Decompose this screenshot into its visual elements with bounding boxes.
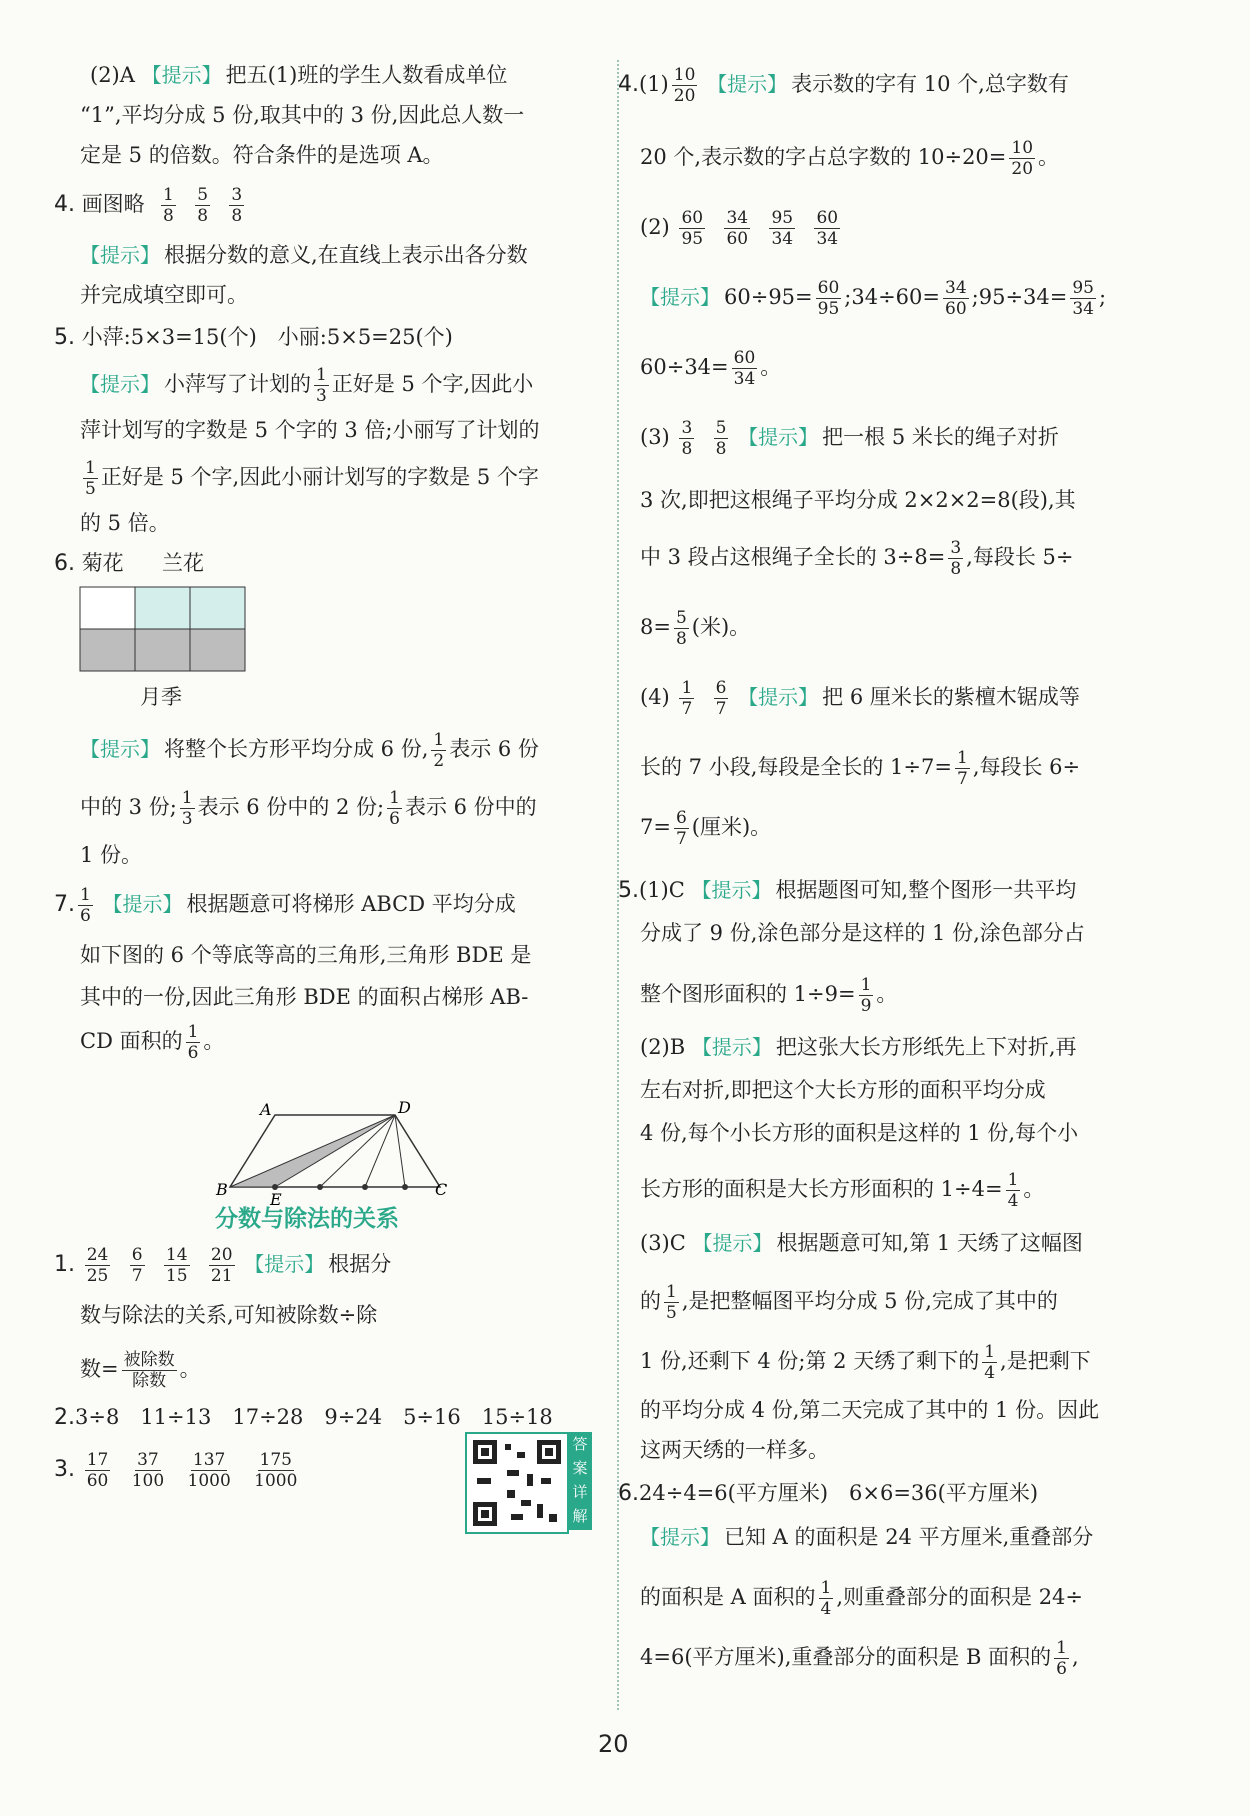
answer-6-hint: 【提示】 将整个长方形平均分成 6 份, $\frac{1}{2}$ 表示 6 份 xyxy=(80,730,539,771)
answer-r5-3-line3: 1 份,还剩下 4 份;第 2 天绣了剩下的 $\frac{1}{4}$ ,是把剩下 xyxy=(640,1342,1091,1383)
answer-5-line3: $\frac{1}{5}$ 正好是 5 个字,因此小丽计划写的字数是 5 个字 xyxy=(85,458,539,499)
answer-r5-3-line5: 这两天绣的一样多。 xyxy=(640,1438,829,1462)
answer-4-hint: 【提示】 根据分数的意义,在直线上表示出各分数 xyxy=(80,243,528,267)
answer-r5-2-line4: 长方形的面积是大长方形面积的 1÷4= $\frac{1}{4}$ 。 xyxy=(640,1170,1045,1211)
answer-r6: 6.24÷4=6(平方厘米) 6×6=36(平方厘米) xyxy=(618,1481,1039,1506)
qr-label[interactable]: 答案详解 xyxy=(568,1432,592,1530)
answer-r4-3: (3) $\frac{3}{8}$ $\frac{5}{8}$ 【提示】 把一根 5 米长的绳子对折 xyxy=(640,418,1059,459)
fraction-rectangle-diagram xyxy=(80,587,250,677)
answer-r4-2-hint-line2: 60÷34= $\frac{60}{34}$ 。 xyxy=(640,348,782,389)
answer-6-line2: 中的 3 份; $\frac{1}{3}$ 表示 6 份中的 2 份; $\frac{1}{6}$ 表示 6 份中的 xyxy=(80,788,537,829)
answer-r6-line3: 4=6(平方厘米),重叠部分的面积是 B 面积的 $\frac{1}{6}$ , xyxy=(640,1638,1079,1679)
answer-r5-1-line2: 分成了 9 份,涂色部分是这样的 1 份,涂色部分占 xyxy=(640,921,1085,945)
label-rose: 月季 xyxy=(140,685,182,709)
answer-3-2: (2)A 【提示】 把五(1)班的学生人数看成单位 xyxy=(90,63,508,87)
answer-7: 7. $\frac{1}{6}$ 【提示】 根据题意可将梯形 ABCD 平均分成 xyxy=(54,885,516,926)
answer-6: 6. 菊花 xyxy=(54,551,124,576)
answer-5: 5. 小萍:5×3=15(个) 小丽:5×5=25(个) xyxy=(54,325,453,350)
answer-r4-3-line4: 8= $\frac{5}{8}$ (米)。 xyxy=(640,608,751,649)
section-answer-2: 2.3÷8 11÷13 17÷28 9÷24 5÷16 15÷18 xyxy=(54,1405,553,1430)
answer-r5-1: 5.(1)C 【提示】 根据题图可知,整个图形一共平均 xyxy=(618,878,1077,903)
answer-5-line2: 萍计划写的字数是 5 个字的 3 倍;小丽写了计划的 xyxy=(80,418,540,442)
answer-r6-line2: 的面积是 A 面积的 $\frac{1}{4}$ ,则重叠部分的面积是 24÷ xyxy=(640,1578,1084,1619)
answer-3-2-line3: 定是 5 的倍数。符合条件的是选项 A。 xyxy=(80,143,444,167)
answer-r4-4-line2: 长的 7 小段,每段是全长的 1÷7= $\frac{1}{7}$ ,每段长 6÷ xyxy=(640,748,1081,789)
answer-7-line2: 如下图的 6 个等底等高的三角形,三角形 BDE 是 xyxy=(80,943,532,967)
point-C: C xyxy=(435,1180,448,1199)
answer-r5-2-line2: 左右对折,即把这个大长方形的面积平均分成 xyxy=(640,1078,1046,1102)
answer-7-line4: CD 面积的 $\frac{1}{6}$ 。 xyxy=(80,1022,225,1063)
answer-4: 4. 画图略 $\frac{1}{8}$ $\frac{5}{8}$ $\frac{3}{8}$ xyxy=(54,185,243,226)
section-answer-1-line2: 数与除法的关系,可知被除数÷除 xyxy=(80,1303,378,1327)
answer-4-hint-line2: 并完成填空即可。 xyxy=(80,283,248,307)
answer-6-line3: 1 份。 xyxy=(80,843,143,867)
answer-r5-3: (3)C 【提示】 根据题意可知,第 1 天绣了这幅图 xyxy=(640,1231,1083,1255)
page-number: 20 xyxy=(598,1730,629,1758)
answer-r6-hint: 【提示】 已知 A 的面积是 24 平方厘米,重叠部分 xyxy=(640,1525,1094,1549)
answer-r5-3-line4: 的平均分成 4 份,第二天完成了其中的 1 份。因此 xyxy=(640,1398,1100,1422)
answer-r4-1-line2: 20 个,表示数的字占总字数的 10÷20= $\frac{10}{20}$ 。 xyxy=(640,138,1060,179)
qr-code[interactable] xyxy=(465,1432,569,1534)
answer-r5-2: (2)B 【提示】 把这张大长方形纸先上下对折,再 xyxy=(640,1035,1077,1059)
label-orchid: 兰花 xyxy=(162,551,204,575)
qr-code-icon xyxy=(467,1434,567,1532)
answer-r5-2-line3: 4 份,每个小长方形的面积是这样的 1 份,每个小 xyxy=(640,1121,1079,1145)
answer-r5-3-line2: 的 $\frac{1}{5}$ ,是把整幅图平均分成 5 份,完成了其中的 xyxy=(640,1282,1058,1323)
point-D: D xyxy=(398,1098,411,1117)
answer-5-line4: 的 5 倍。 xyxy=(80,511,170,535)
section-answer-1-line3: 数= $\frac{\text{被除数}}{\text{除数}}$ 。 xyxy=(80,1350,201,1391)
section-answer-3: 3. $\frac{17}{60}$ $\frac{37}{100}$ $\frac{137}{1000}$ $\frac{175}{1000}$ xyxy=(54,1450,298,1491)
section-answer-1: 1. $\frac{24}{25}$ $\frac{6}{7}$ $\frac{14}{15}$ $\frac{20}{21}$ 【提示】 根据分 xyxy=(54,1245,392,1286)
point-A: A xyxy=(260,1100,272,1119)
trapezoid-diagram xyxy=(216,1098,450,1209)
point-E: E xyxy=(270,1190,282,1209)
section-title: 分数与除法的关系 xyxy=(215,1206,399,1232)
answer-5-hint: 【提示】 小萍写了计划的 $\frac{1}{3}$ 正好是 5 个字,因此小 xyxy=(80,365,534,406)
answer-7-line3: 其中的一份,因此三角形 BDE 的面积占梯形 AB- xyxy=(80,985,529,1009)
answer-r4-1: 4.(1) $\frac{10}{20}$ 【提示】 表示数的字有 10 个,总字数有 xyxy=(618,65,1069,106)
answer-r5-1-line3: 整个图形面积的 1÷9= $\frac{1}{9}$ 。 xyxy=(640,975,898,1016)
answer-r4-2-hint: 【提示】 60÷95= $\frac{60}{95}$ ;34÷60= $\frac{34}{60}$ ;95÷34= $\frac{95}{34}$ ; xyxy=(640,278,1107,319)
answer-r4-4-line3: 7= $\frac{6}{7}$ (厘米)。 xyxy=(640,808,772,849)
answer-3-2-line2: “1”,平均分成 5 份,取其中的 3 份,因此总人数一 xyxy=(80,103,525,127)
answer-r4-3-line2: 3 次,即把这根绳子平均分成 2×2×2=8(段),其 xyxy=(640,488,1076,512)
answer-r4-2: (2) $\frac{60}{95}$ $\frac{34}{60}$ $\frac{95}{34}$ $\frac{60}{34}$ xyxy=(640,208,839,249)
answer-r4-4: (4) $\frac{1}{7}$ $\frac{6}{7}$ 【提示】 把 6 厘米长的紫檀木锯成等 xyxy=(640,678,1080,719)
answer-r4-3-line3: 中 3 段占这根绳子全长的 3÷8= $\frac{3}{8}$ ,每段长 5÷ xyxy=(640,538,1074,579)
point-B: B xyxy=(216,1180,228,1199)
